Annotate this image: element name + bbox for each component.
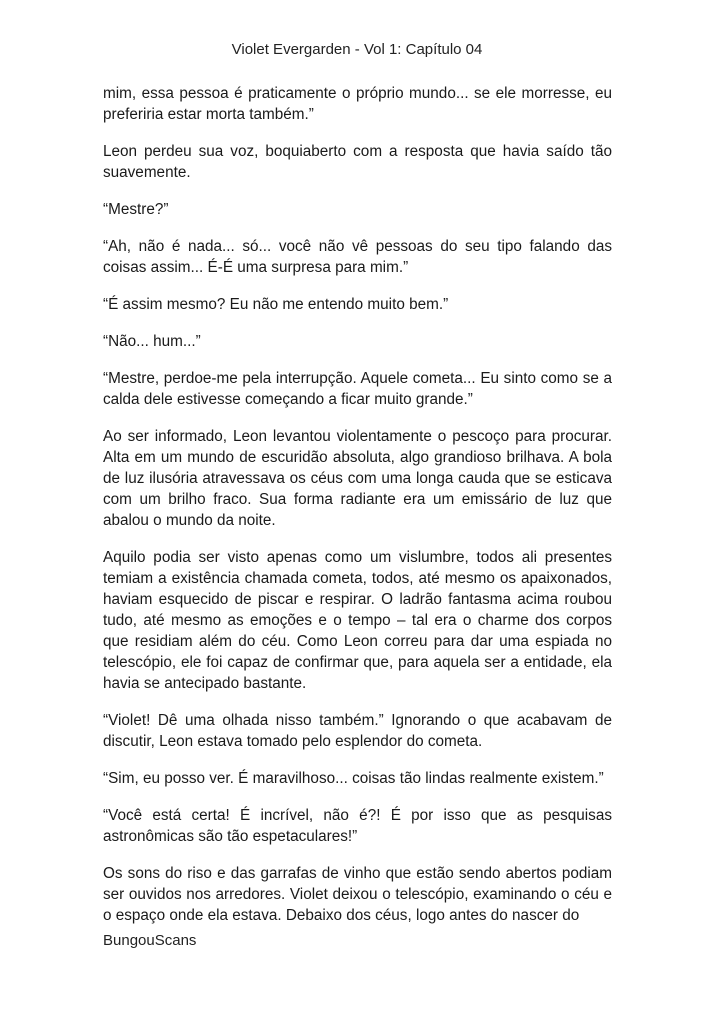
paragraph-6: “Não... hum...” — [103, 333, 201, 350]
paragraph-7: “Mestre, perdoe-me pela interrupção. Aquele cometa... Eu sinto como se a calda dele estivesse começando a ficar muito grande.” — [103, 370, 612, 408]
paragraph-9: Aquilo podia ser visto apenas como um vislumbre, todos ali presentes temiam a existência chamada cometa, todos, até mesmo os apaixonados, haviam esquecido de piscar e respirar. O ladrão fantasma acima roubou tudo, até mesmo as emoções e o tempo – tal era o charme dos corpos que residiam além do céu. Como Leon correu para dar uma espiada no telescópio, ele foi capaz de confirmar que, para aquela ser a entidade, ela havia se antecipado bastante. — [103, 549, 612, 692]
page-footer-credit: BungouScans — [103, 932, 197, 949]
paragraph-1: mim, essa pessoa é praticamente o próprio mundo... se ele morresse, eu preferiria estar morta também.” — [103, 85, 612, 123]
paragraph-13: Os sons do riso e das garrafas de vinho que estão sendo abertos podiam ser ouvidos nos arredores. Violet deixou o telescópio, examinando o céu e o espaço onde ela estava. Debaixo dos céus, logo antes do nascer do — [103, 865, 612, 924]
paragraph-4: “Ah, não é nada... só... você não vê pessoas do seu tipo falando das coisas assim... É-É uma surpresa para mim.” — [103, 238, 612, 276]
paragraph-12: “Você está certa! É incrível, não é?! É por isso que as pesquisas astronômicas são tão espetaculares!” — [103, 807, 612, 845]
paragraph-10: “Violet! Dê uma olhada nisso também.” Ignorando o que acabavam de discutir, Leon estava tomado pelo esplendor do cometa. — [103, 712, 612, 750]
page-body — [103, 83, 612, 942]
paragraph-5: “É assim mesmo? Eu não me entendo muito bem.” — [103, 296, 449, 313]
paragraph-3: “Mestre?” — [103, 201, 169, 218]
paragraph-8: Ao ser informado, Leon levantou violentamente o pescoço para procurar. Alta em um mundo de escuridão absoluta, algo grandioso brilhava. A bola de luz ilusória atravessava os céus com uma longa cauda que se esticava com um brilho fraco. Sua forma radiante era um emissário de luz que abalou o mundo da noite. — [103, 428, 612, 529]
paragraph-2: Leon perdeu sua voz, boquiaberto com a resposta que havia saído tão suavemente. — [103, 143, 612, 181]
paragraph-11: “Sim, eu posso ver. É maravilhoso... coisas tão lindas realmente existem.” — [103, 770, 604, 787]
page-header: Violet Evergarden - Vol 1: Capítulo 04 — [231, 41, 483, 58]
